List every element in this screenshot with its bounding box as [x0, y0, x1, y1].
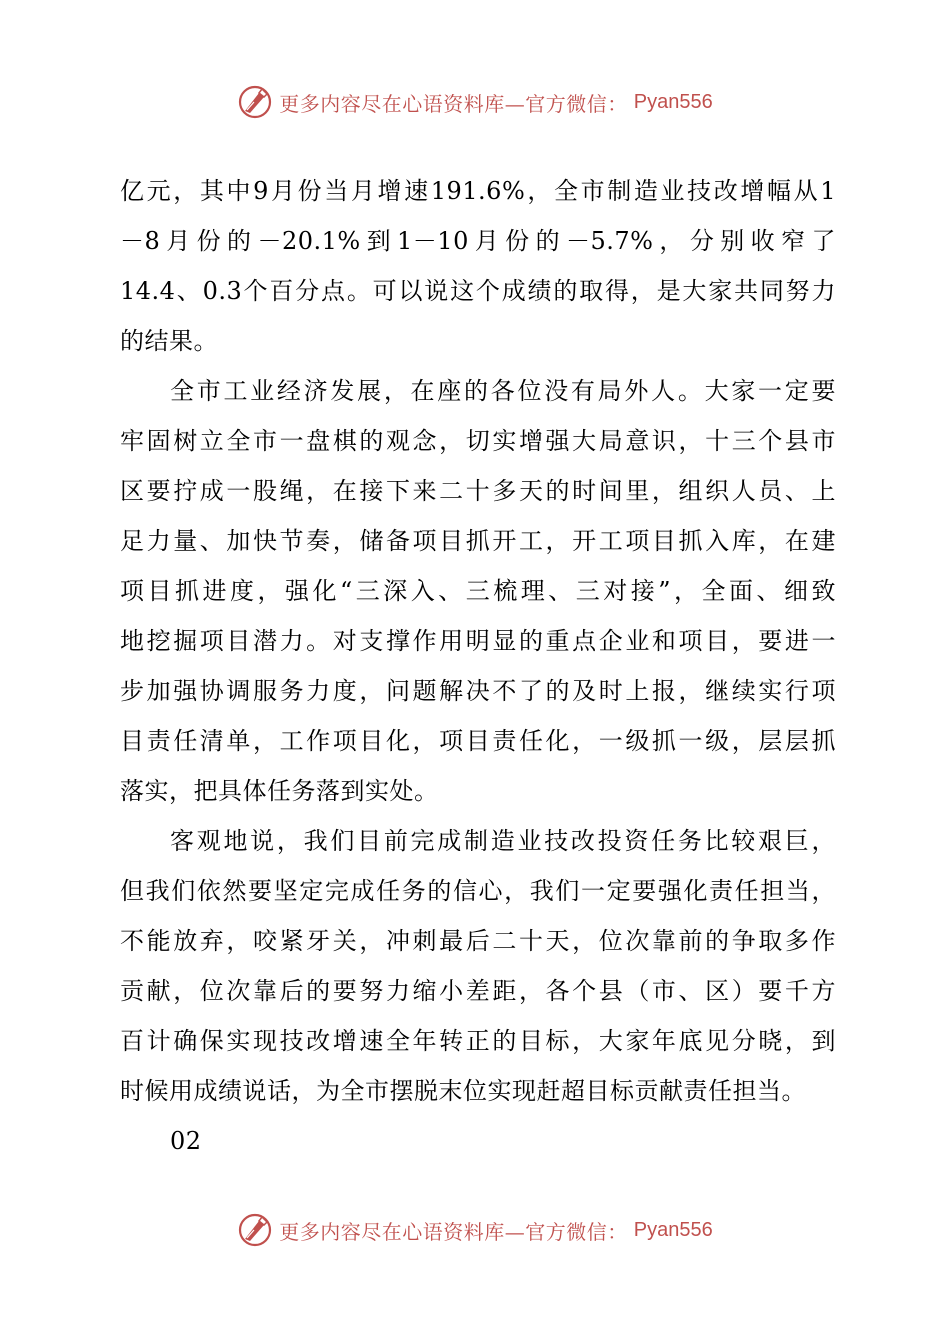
text-line: 时候用成绩说话，为全市摆脱末位实现赶超目标贡献责任担当。	[120, 1077, 806, 1105]
banner-title: 更多内容尽在心语资料库—官方微信：	[279, 1219, 628, 1244]
wechat-id: Pyan556	[633, 90, 713, 113]
text-line: 区要拧成一股绳，在接下来二十多天的时间里，组织人员、上	[120, 477, 836, 505]
footer-banner	[0, 1210, 950, 1250]
wechat-id: Pyan556	[633, 1218, 713, 1241]
text-line: 贡献，位次靠后的要努力缩小差距，各个县（市、区）要千方	[120, 977, 836, 1005]
paragraph	[120, 366, 836, 816]
text-line: 客观地说，我们目前完成制造业技改投资任务比较艰巨，	[170, 827, 836, 855]
text-line: 地挖掘项目潜力。对支撑作用明显的重点企业和项目，要进一	[120, 627, 836, 655]
section-number: 02	[170, 1127, 202, 1155]
text-line: 百计确保实现技改增速全年转正的目标，大家年底见分晓，到	[120, 1027, 836, 1055]
header-banner	[0, 82, 950, 122]
text-line: 目责任清单，工作项目化，项目责任化，一级抓一级，层层抓	[120, 727, 836, 755]
text-line: 但我们依然要坚定完成任务的信心，我们一定要强化责任担当，	[120, 877, 836, 905]
text-line: 亿元，其中9月份当月增速191.6%，全市制造业技改增幅从1	[120, 177, 836, 205]
paragraph	[120, 816, 836, 1116]
text-line: －8月份的－20.1%到1－10月份的－5.7%，分别收窄了	[120, 227, 836, 255]
text-line: 的结果。	[120, 327, 218, 355]
pen-nib-logo-icon	[237, 84, 273, 120]
paragraph	[120, 166, 836, 366]
text-line: 不能放弃，咬紧牙关，冲刺最后二十天，位次靠前的争取多作	[120, 927, 836, 955]
text-line: 足力量、加快节奏，储备项目抓开工，开工项目抓入库，在建	[120, 527, 836, 555]
text-line: 落实，把具体任务落到实处。	[120, 777, 439, 805]
pen-nib-logo-icon	[237, 1212, 273, 1248]
text-line: 全市工业经济发展，在座的各位没有局外人。大家一定要	[170, 377, 836, 405]
text-line: 14.4、0.3个百分点。可以说这个成绩的取得，是大家共同努力	[120, 277, 836, 305]
text-line: 项目抓进度，强化“三深入、三梳理、三对接”，全面、细致	[120, 577, 836, 605]
text-line: 牢固树立全市一盘棋的观念，切实增强大局意识，十三个县市	[120, 427, 836, 455]
banner-title: 更多内容尽在心语资料库—官方微信：	[279, 91, 628, 116]
document-body	[120, 166, 836, 1166]
text-line: 步加强协调服务力度，问题解决不了的及时上报，继续实行项	[120, 677, 836, 705]
